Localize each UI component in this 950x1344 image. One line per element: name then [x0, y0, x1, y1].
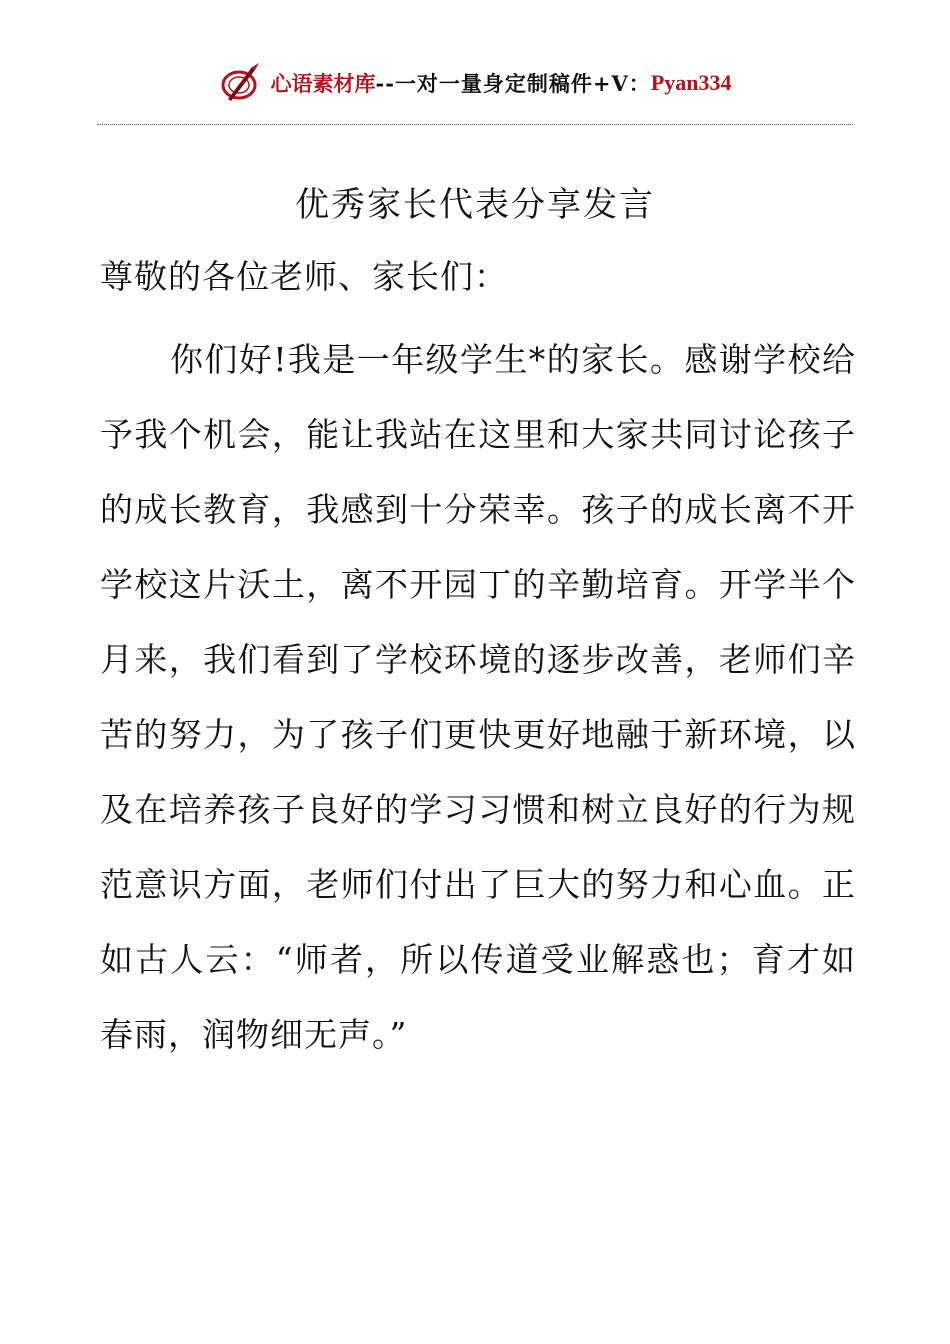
salutation: 尊敬的各位老师、家长们：	[100, 257, 508, 296]
header-brand: 心语素材库	[270, 71, 376, 96]
header-contact-code: Pyan334	[650, 70, 732, 95]
page-header	[0, 58, 950, 108]
body-paragraph: 你们好!我是一年级学生*的家长。感谢学校给予我个机会，能让我站在这里和大家共同讨论孩子的成长教育，我感到十分荣幸。孩子的成长离不开学校这片沃土，离不开园丁的辛勤培育。开学半个月来，我们看到了学校环境的逐步改善，老师们辛苦的努力，为了孩子们更快更好地融于新环境，以及在培养孩子良好的学习习惯和树立良好的行为规范意识方面，老师们付出了巨大的努力和心血。正如古人云：“师者，所以传道受业解惑也；育才如春雨，润物细无声。”	[100, 340, 856, 1054]
header-divider	[97, 124, 853, 125]
header-tagline: --一对一量身定制稿件+V：	[375, 71, 651, 96]
quill-pen-logo-icon	[218, 61, 262, 105]
document-title: 优秀家长代表分享发言	[295, 185, 655, 225]
